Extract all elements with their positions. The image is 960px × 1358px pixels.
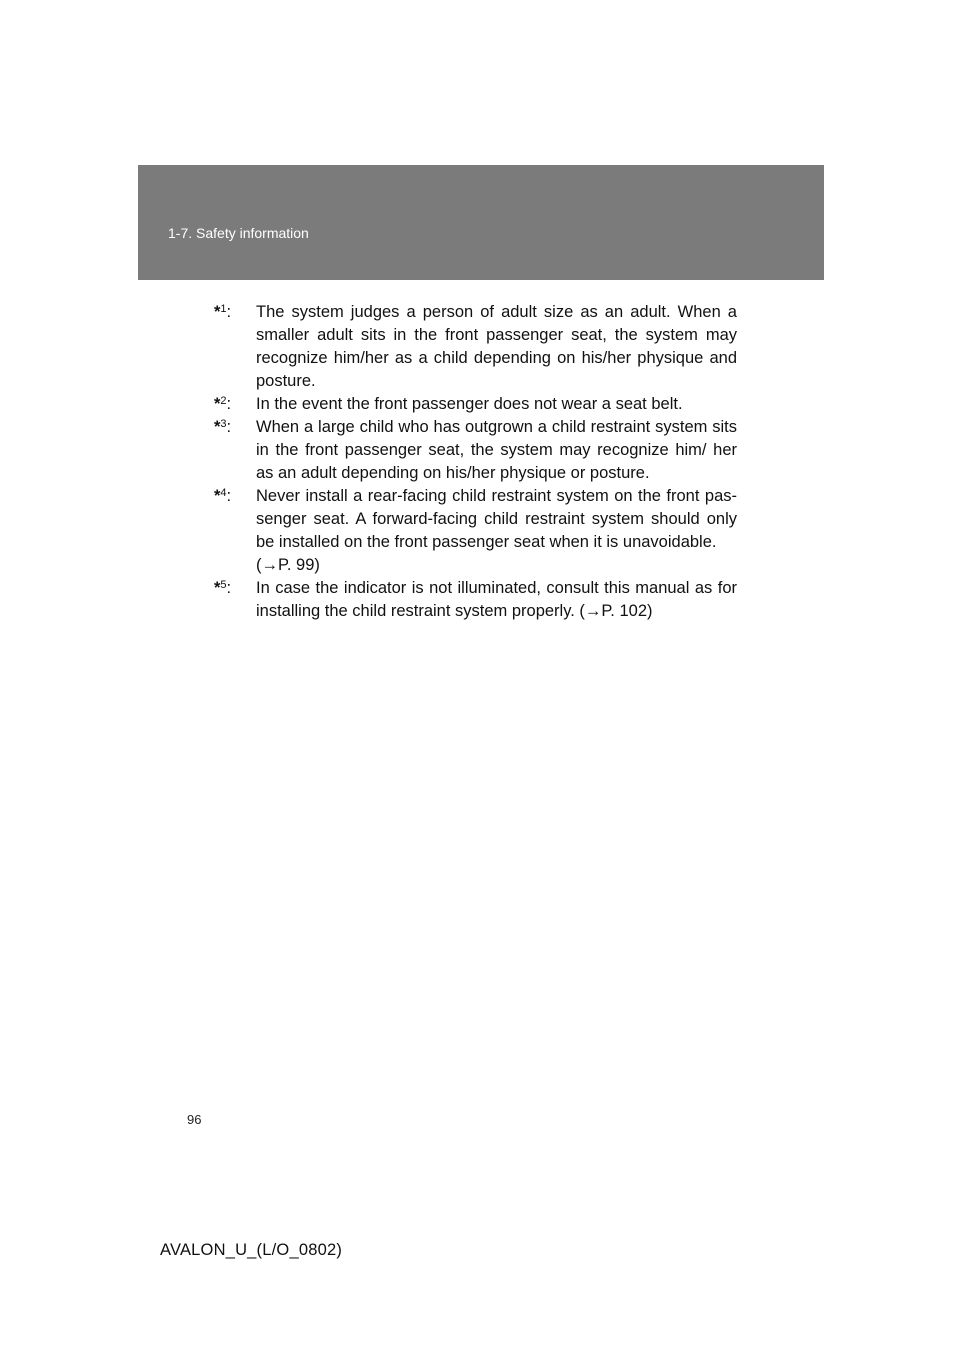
footnote-number: 1 <box>220 303 227 315</box>
page-number: 96 <box>187 1112 202 1127</box>
footnote-marker: *$^2$: <box>214 395 232 413</box>
footnote-text: When a large child who has outgrown a child restraint system sits in the front passenger seat, the system may recognize him/ her as an adult depending on his/her physique or posture. <box>256 418 737 482</box>
footnote-text: Never install a rear-facing child restraint system on the front pas-senger seat. A forward-facing child restraint system should only be installed on the front passenger seat when it is unavoidable. (→P. 99) <box>256 487 737 574</box>
footnote-marker: *$^1$: <box>214 303 232 321</box>
footnote-marker: *$^3$: <box>214 418 232 436</box>
footnote-4 <box>214 485 737 577</box>
footnote-number: 3 <box>220 418 227 430</box>
footnote-list <box>214 301 737 623</box>
footnote-2 <box>214 393 737 416</box>
section-header-band <box>138 165 824 280</box>
footnote-number: 4 <box>220 487 227 499</box>
page-reference: (→P. 102) <box>579 602 653 620</box>
document-code: AVALON_U_(L/O_0802) <box>160 1241 343 1259</box>
footnote-text: In case the indicator is not illuminated, consult this manual as for installing the child restraint system properly. (→P. 102) <box>256 579 737 620</box>
footnote-3 <box>214 416 737 485</box>
footnote-marker: *$^4$: <box>214 487 232 505</box>
footnote-text: The system judges a person of adult size as an adult. When a smaller adult sits in the front passenger seat, the system may recognize him/her as a child depending on his/her physique and posture. <box>256 303 737 390</box>
footnote-number: 5 <box>220 579 227 591</box>
footnote-5 <box>214 577 737 623</box>
page-reference: (→P. 99) <box>256 556 320 574</box>
footnote-number: 2 <box>220 395 227 407</box>
footnote-marker: *$^5$: <box>214 579 232 597</box>
section-title: 1-7. Safety information <box>168 225 309 241</box>
footnote-1 <box>214 301 737 393</box>
footnote-text: In the event the front passenger does not wear a seat belt. <box>256 395 683 413</box>
